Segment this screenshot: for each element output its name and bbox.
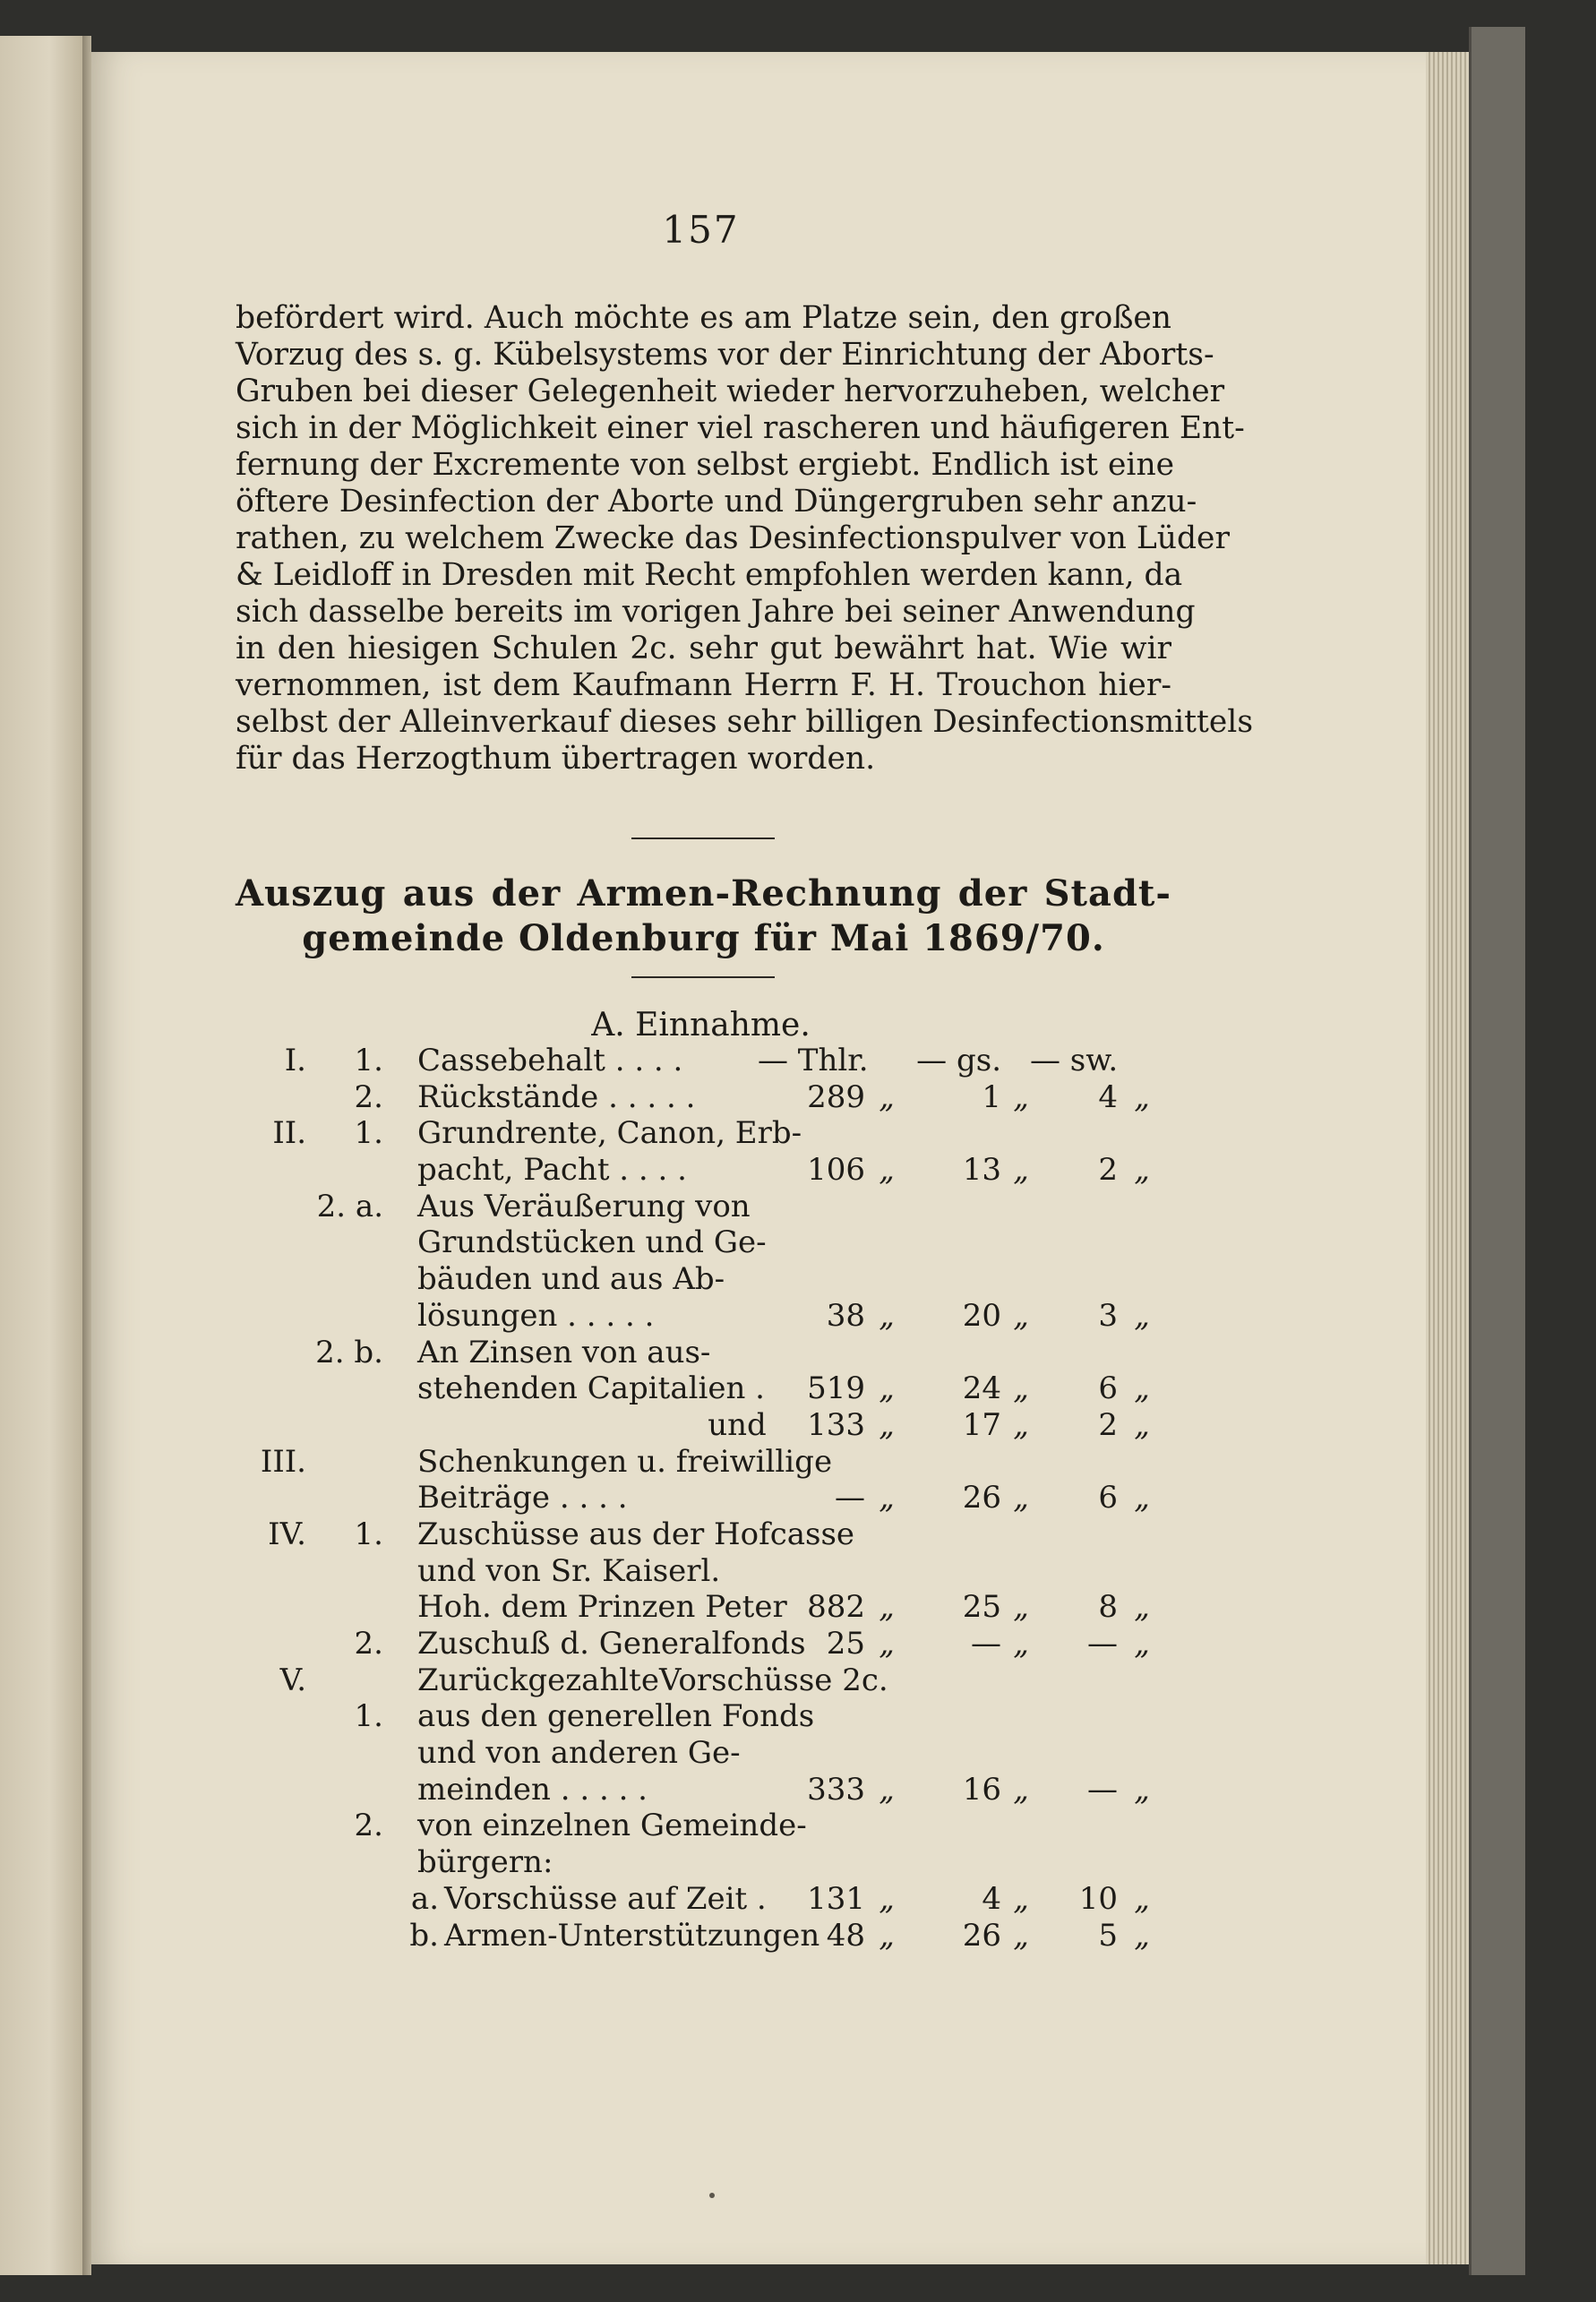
item-description: von einzelnen Gemeinde-	[417, 1808, 807, 1844]
ledger-row	[242, 1881, 1209, 1918]
item-description: Vorschüsse auf Zeit .	[444, 1880, 767, 1917]
divider-rule-bottom	[631, 976, 775, 978]
schwaren-amount: 6	[1098, 1480, 1118, 1516]
page-stack-edges	[1426, 52, 1469, 2264]
thaler-amount: 289	[807, 1078, 865, 1115]
item-number: 1.	[354, 1115, 383, 1152]
ledger-row	[242, 1844, 1209, 1881]
item-description: Zuschuß d. Generalfonds	[417, 1626, 806, 1662]
item-description: ZurückgezahlteVorschüsse 2c.	[417, 1662, 888, 1698]
item-number: 1.	[354, 1698, 383, 1735]
item-description: stehenden Capitalien .	[417, 1370, 765, 1407]
item-description: bäuden und aus Ab-	[417, 1261, 725, 1298]
groschen-amount: — gs.	[916, 1043, 1001, 1078]
groschen-amount: 1	[982, 1078, 1001, 1115]
item-description: bürgern:	[417, 1844, 553, 1881]
item-description: Aus Veräußerung von	[417, 1188, 751, 1224]
ledger-row	[242, 1626, 1209, 1662]
roman-numeral: IV.	[268, 1516, 306, 1552]
ditto-mark: „	[879, 1152, 895, 1189]
item-description: Beiträge . . . .	[417, 1480, 628, 1516]
roman-numeral: III.	[260, 1443, 306, 1480]
item-number: 1.	[354, 1043, 383, 1078]
thaler-amount: 333	[807, 1771, 865, 1808]
sub-item-letter: a.	[410, 1880, 439, 1917]
paragraph-line: für das Herzogthum übertragen worden.	[236, 741, 876, 777]
thaler-amount: —	[835, 1480, 865, 1516]
schwaren-amount: — sw.	[1030, 1043, 1119, 1078]
left-page-edge	[0, 36, 82, 2275]
paragraph-line: Gruben bei dieser Gelegenheit wieder hervorzuheben, welcher	[236, 374, 1225, 409]
ledger-row	[242, 1589, 1209, 1626]
ditto-mark: „	[1013, 1626, 1029, 1662]
item-description: aus den generellen Fonds	[417, 1698, 815, 1735]
ledger-row	[242, 1370, 1209, 1407]
schwaren-amount: 3	[1098, 1297, 1118, 1334]
ledger-row	[242, 1698, 1209, 1735]
item-description: und von Sr. Kaiserl.	[417, 1552, 721, 1589]
heading-line-1: Auszug aus der Armen-Rechnung der Stadt-	[236, 872, 1171, 915]
item-description: Schenkungen u. freiwillige	[417, 1443, 833, 1480]
body-paragraph	[236, 300, 1254, 777]
ditto-mark: „	[1134, 1589, 1150, 1626]
ditto-mark: „	[879, 1880, 895, 1917]
schwaren-amount: 6	[1098, 1370, 1118, 1407]
thaler-amount: 131	[807, 1880, 865, 1917]
ledger-row	[242, 1298, 1209, 1335]
ledger-row	[242, 1224, 1209, 1261]
groschen-amount: 13	[962, 1152, 1001, 1189]
paragraph-line: in den hiesigen Schulen 2c. sehr gut bewährt hat. Wie wir	[236, 631, 1171, 666]
paragraph-line: rathen, zu welchem Zwecke das Desinfectionspulver von Lüder	[236, 520, 1230, 556]
thaler-amount: 106	[807, 1152, 865, 1189]
ditto-mark: „	[1013, 1771, 1029, 1808]
divider-rule-top	[631, 837, 775, 839]
ditto-mark: „	[879, 1589, 895, 1626]
schwaren-amount: —	[1087, 1626, 1118, 1662]
ditto-mark: „	[879, 1771, 895, 1808]
ledger-row	[242, 1918, 1209, 1954]
section-title: A. Einnahme.	[591, 1007, 811, 1044]
paragraph-line: Vorzug des s. g. Kübelsystems vor der Einrichtung der Aborts-	[236, 337, 1214, 373]
ditto-mark: „	[1134, 1297, 1150, 1334]
thaler-amount: 133	[807, 1406, 865, 1443]
schwaren-amount: 2	[1098, 1406, 1118, 1443]
ditto-mark: „	[1134, 1406, 1150, 1443]
ledger-row	[242, 1261, 1209, 1298]
income-ledger	[242, 1043, 1209, 1954]
groschen-amount: 4	[982, 1880, 1001, 1917]
ditto-mark: „	[1134, 1626, 1150, 1662]
ditto-mark: „	[1134, 1771, 1150, 1808]
item-description: Hoh. dem Prinzen Peter	[417, 1589, 787, 1626]
thaler-amount: 38	[826, 1297, 865, 1334]
ledger-row	[242, 1043, 1209, 1079]
item-number: 2.	[354, 1626, 383, 1662]
ditto-mark: „	[1013, 1078, 1029, 1115]
item-description: und	[417, 1406, 767, 1443]
ledger-row	[242, 1772, 1209, 1808]
groschen-amount: 24	[962, 1370, 1001, 1407]
ditto-mark: „	[1134, 1152, 1150, 1189]
schwaren-amount: 5	[1098, 1917, 1118, 1954]
ledger-row	[242, 1189, 1209, 1225]
ledger-row	[242, 1407, 1209, 1444]
paragraph-line: fernung der Excremente von selbst ergiebt. Endlich ist eine	[236, 447, 1175, 483]
schwaren-amount: —	[1087, 1771, 1118, 1808]
item-description: Rückstände . . . . .	[417, 1078, 696, 1115]
item-description: Armen-Unterstützungen	[444, 1917, 820, 1954]
item-description: Cassebehalt . . . .	[417, 1043, 683, 1078]
ditto-mark: „	[879, 1370, 895, 1407]
item-number: 2. a.	[316, 1188, 383, 1224]
ditto-mark: „	[1013, 1370, 1029, 1407]
item-number: 2.	[354, 1078, 383, 1115]
ditto-mark: „	[879, 1078, 895, 1115]
groschen-amount: —	[971, 1626, 1001, 1662]
schwaren-amount: 10	[1078, 1880, 1118, 1917]
ditto-mark: „	[1013, 1406, 1029, 1443]
paragraph-line: öftere Desinfection der Aborte und Düngergruben sehr anzu-	[236, 484, 1197, 520]
thaler-amount: 882	[807, 1589, 865, 1626]
item-number: 2.	[354, 1808, 383, 1844]
ditto-mark: „	[879, 1626, 895, 1662]
ditto-mark: „	[1013, 1917, 1029, 1954]
ditto-mark: „	[1134, 1880, 1150, 1917]
item-number: 2. b.	[315, 1334, 383, 1370]
item-description: Zuschüsse aus der Hofcasse	[417, 1516, 855, 1552]
ledger-row	[242, 1480, 1209, 1516]
ditto-mark: „	[1134, 1917, 1150, 1954]
thaler-amount: 25	[826, 1626, 865, 1662]
page-number: 157	[662, 208, 740, 252]
item-description: pacht, Pacht . . . .	[417, 1152, 687, 1189]
ledger-row	[242, 1444, 1209, 1481]
ditto-mark: „	[1134, 1078, 1150, 1115]
ledger-row	[242, 1735, 1209, 1772]
ledger-row	[242, 1115, 1209, 1152]
ditto-mark: „	[1134, 1370, 1150, 1407]
ditto-mark: „	[879, 1917, 895, 1954]
item-description: Grundrente, Canon, Erb-	[417, 1115, 802, 1152]
ditto-mark: „	[879, 1480, 895, 1516]
item-number: 1.	[354, 1516, 383, 1552]
ledger-row	[242, 1662, 1209, 1699]
ledger-row	[242, 1808, 1209, 1844]
ditto-mark: „	[879, 1297, 895, 1334]
groschen-amount: 26	[962, 1480, 1001, 1516]
item-description: und von anderen Ge-	[417, 1735, 741, 1772]
account-heading	[236, 872, 1171, 961]
ledger-row	[242, 1516, 1209, 1553]
ledger-row	[242, 1553, 1209, 1590]
ledger-row	[242, 1152, 1209, 1189]
book-gutter	[82, 36, 91, 2275]
ditto-mark: „	[1013, 1589, 1029, 1626]
ditto-mark: „	[1013, 1152, 1029, 1189]
thaler-amount: — Thlr.	[758, 1043, 869, 1078]
heading-line-2: gemeinde Oldenburg für Mai 1869/70.	[302, 917, 1105, 959]
thaler-amount: 519	[807, 1370, 865, 1407]
ledger-row	[242, 1335, 1209, 1371]
item-description: Grundstücken und Ge-	[417, 1224, 767, 1261]
roman-numeral: II.	[272, 1115, 306, 1152]
sub-item-letter: b.	[409, 1917, 439, 1954]
item-description: An Zinsen von aus-	[417, 1334, 711, 1370]
groschen-amount: 20	[962, 1297, 1001, 1334]
ditto-mark: „	[1134, 1480, 1150, 1516]
ditto-mark: „	[1013, 1880, 1029, 1917]
schwaren-amount: 8	[1098, 1589, 1118, 1626]
schwaren-amount: 2	[1098, 1152, 1118, 1189]
paragraph-line: sich dasselbe bereits im vorigen Jahre bei seiner Anwendung	[236, 594, 1196, 630]
groschen-amount: 16	[962, 1771, 1001, 1808]
item-description: meinden . . . . .	[417, 1771, 648, 1808]
stray-dot	[709, 2193, 715, 2198]
paragraph-line: sich in der Möglichkeit einer viel rascheren und häufigeren Ent-	[236, 410, 1245, 446]
ditto-mark: „	[879, 1406, 895, 1443]
groschen-amount: 25	[962, 1589, 1001, 1626]
roman-numeral: V.	[279, 1662, 306, 1698]
schwaren-amount: 4	[1098, 1078, 1118, 1115]
thaler-amount: 48	[826, 1917, 865, 1954]
groschen-amount: 17	[962, 1406, 1001, 1443]
roman-numeral: I.	[284, 1043, 306, 1078]
paragraph-line: & Leidloff in Dresden mit Recht empfohlen werden kann, da	[236, 557, 1183, 593]
paragraph-line: vernommen, ist dem Kaufmann Herrn F. H. Trouchon hier-	[236, 667, 1171, 703]
groschen-amount: 26	[962, 1917, 1001, 1954]
ditto-mark: „	[1013, 1480, 1029, 1516]
item-description: lösungen . . . . .	[417, 1297, 655, 1334]
ditto-mark: „	[1013, 1297, 1029, 1334]
ledger-row	[242, 1079, 1209, 1116]
book-cover-edge	[1469, 27, 1525, 2275]
paragraph-line: selbst der Alleinverkauf dieses sehr billigen Desinfectionsmittels	[236, 704, 1254, 740]
paragraph-line: befördert wird. Auch möchte es am Platze sein, den großen	[236, 300, 1171, 336]
